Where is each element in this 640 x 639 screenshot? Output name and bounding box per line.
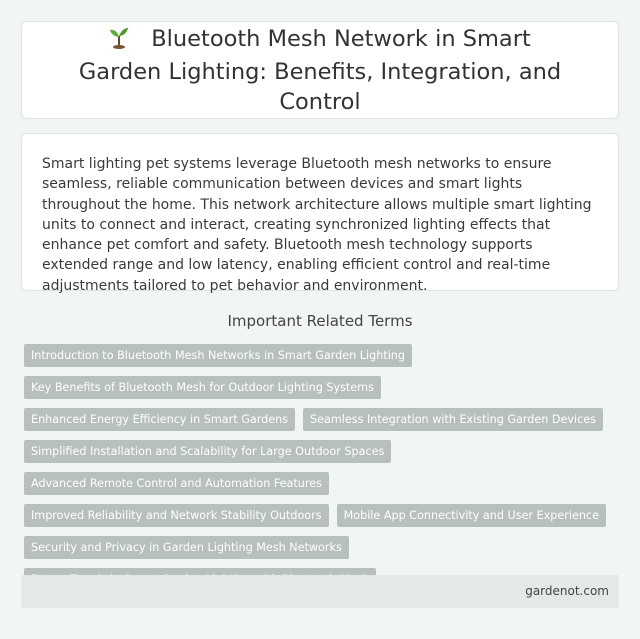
page-title-text: Bluetooth Mesh Network in Smart Garden Lighting: Benefits, Integration, and Control xyxy=(78,25,562,115)
related-term-tag[interactable]: Advanced Remote Control and Automation Features xyxy=(24,472,329,495)
related-term-tag[interactable]: Improved Reliability and Network Stability Outdoors xyxy=(24,504,329,527)
related-term-tag[interactable]: Seamless Integration with Existing Garden Devices xyxy=(303,408,603,431)
related-term-tag[interactable]: Key Benefits of Bluetooth Mesh for Outdoor Lighting Systems xyxy=(24,376,381,399)
page-title xyxy=(75,24,565,117)
intro-card xyxy=(21,133,619,294)
footer-site-link[interactable]: gardenot.com xyxy=(525,584,609,598)
related-term-tag[interactable]: Mobile App Connectivity and User Experience xyxy=(337,504,606,527)
footer xyxy=(21,575,619,608)
sprout-icon xyxy=(109,25,129,57)
related-terms-heading: Important Related Terms xyxy=(227,312,413,330)
related-term-tag[interactable]: Introduction to Bluetooth Mesh Networks in Smart Garden Lighting xyxy=(24,344,412,367)
related-term-tag[interactable]: Simplified Installation and Scalability for Large Outdoor Spaces xyxy=(24,440,391,463)
related-term-tag[interactable]: Enhanced Energy Efficiency in Smart Gardens xyxy=(24,408,295,431)
related-terms-list xyxy=(24,344,624,591)
related-term-tag[interactable]: Security and Privacy in Garden Lighting Mesh Networks xyxy=(24,536,349,559)
intro-paragraph: Smart lighting pet systems leverage Bluetooth mesh networks to ensure seamless, reliable communication between devices and smart lights throughout the home. This network architecture allows multiple smart lighting units to connect and interact, creating synchronized lighting effects that enhance pet comfort and safety. Bluetooth mesh technology supports extended range and low latency, enabling efficient control and real-time adjustments tailored to pet behavior and environment. xyxy=(42,156,592,294)
title-card xyxy=(21,21,619,119)
